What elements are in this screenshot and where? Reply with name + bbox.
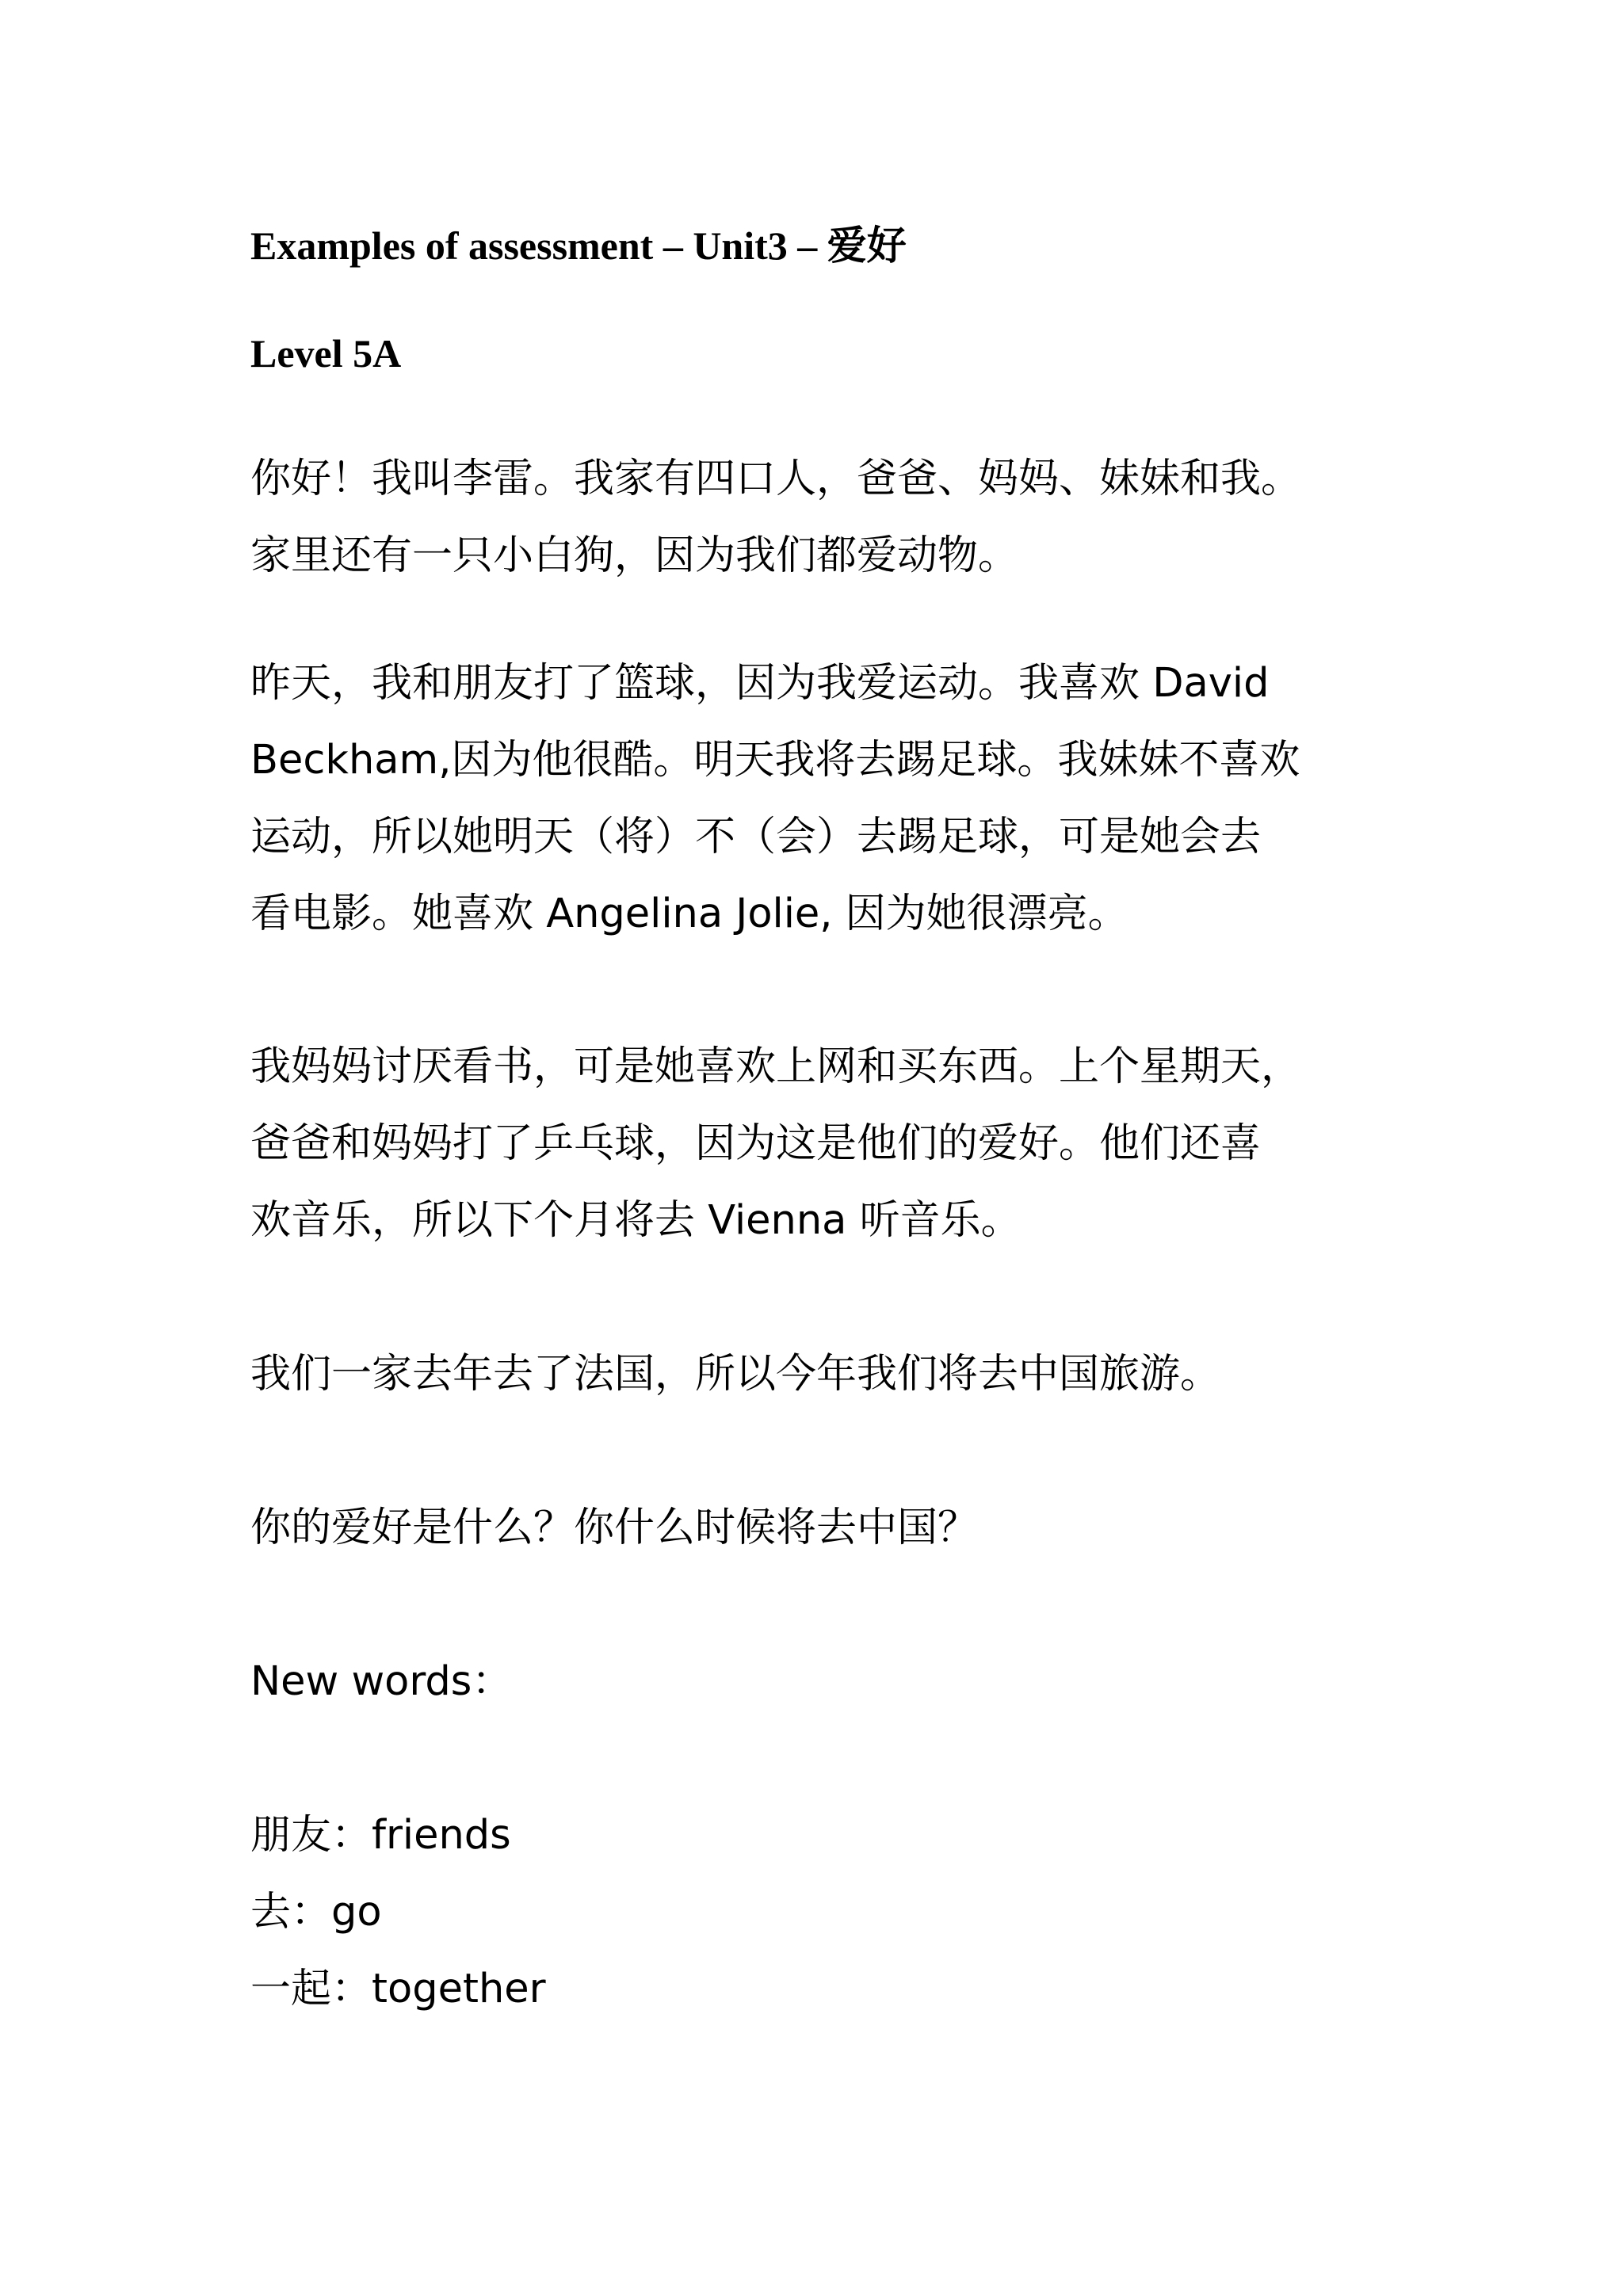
paragraph-line: 欢音乐，所以下个月将去 Vienna 听音乐。 [250,1197,1022,1244]
paragraph-question [250,1489,1407,1566]
paragraph-line: 你好！我叫李雷。我家有四口人，爸爸、妈妈、妹妹和我。 [250,456,1302,502]
paragraph-line: Beckham,因为他很酷。明天我将去踢足球。我妹妹不喜欢 [250,737,1300,784]
level-heading: Level 5A [250,331,402,376]
vocabulary-list [250,1797,1407,2027]
paragraph-line: 我妈妈讨厌看书，可是她喜欢上网和买东西。上个星期天， [250,1043,1302,1090]
paragraph-introduction [250,441,1407,594]
paragraph-line: 你的爱好是什么？你什么时候将去中国？ [250,1505,979,1551]
vocabulary-item: 去：go [250,1889,382,1936]
vocabulary-item: 朋友：friends [250,1812,511,1859]
paragraph-sports [250,645,1407,952]
paragraph-travel [250,1336,1407,1413]
document-title: Examples of assessment – Unit3 – 爱好 [250,223,907,268]
paragraph-line: 运动，所以她明天（将）不（会）去踢足球，可是她会去 [250,814,1262,860]
paragraph-line: 我们一家去年去了法国，所以今年我们将去中国旅游。 [250,1351,1221,1398]
new-words-label [250,1643,1407,1720]
paragraph-line: 家里还有一只小白狗，因为我们都爱动物。 [250,532,1019,579]
paragraph-line: 看电影。她喜欢 Angelina Jolie, 因为她很漂亮。 [250,891,1128,937]
vocabulary-item: 一起：together [250,1966,546,2012]
paragraph-line: 昨天，我和朋友打了篮球，因为我爱运动。我喜欢 David [250,660,1270,707]
paragraph-parents-hobbies [250,1028,1407,1259]
new-words-label-text: New words： [250,1658,513,1705]
paragraph-line: 爸爸和妈妈打了乒乓球，因为这是他们的爱好。他们还喜 [250,1120,1262,1167]
